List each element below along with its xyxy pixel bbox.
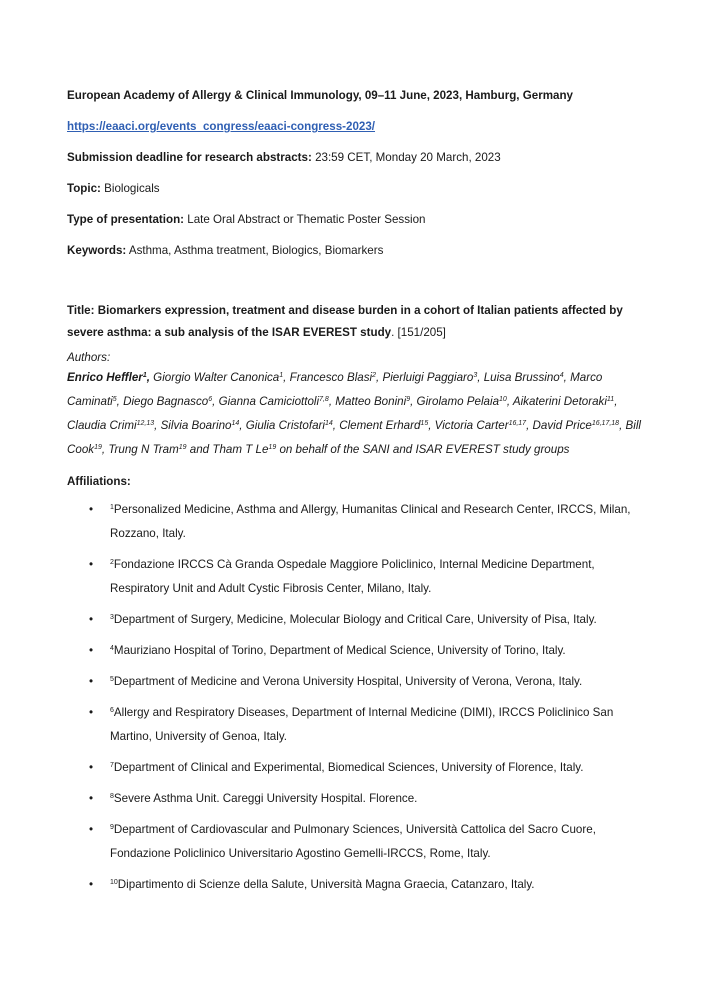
bullet-icon: • xyxy=(89,823,94,836)
affiliation-item xyxy=(67,639,647,663)
affiliation-item xyxy=(67,873,647,897)
author-name: Pierluigi Paggiaro xyxy=(382,371,474,384)
bullet-icon: • xyxy=(89,558,94,571)
keywords-value: Asthma, Asthma treatment, Biologics, Biomarkers xyxy=(126,244,384,257)
affiliation-number: 6 xyxy=(110,707,114,714)
author-name: Bill Cook xyxy=(67,419,641,456)
author-affiliation-ref: 6 xyxy=(208,396,213,403)
topic-value: Biologicals xyxy=(100,182,160,195)
affiliation-number: 7 xyxy=(110,762,114,769)
author-name: David Price xyxy=(532,419,592,432)
author-affiliation-ref: 12,13 xyxy=(136,420,155,427)
bullet-icon: • xyxy=(89,792,94,805)
author-name: Aikaterini Detoraki xyxy=(512,395,607,408)
deadline-label: Submission deadline for research abstracts: xyxy=(67,151,312,164)
affiliation-number: 9 xyxy=(110,824,114,831)
author-affiliation-ref: 4 xyxy=(559,372,564,379)
affiliation-item xyxy=(67,670,647,694)
author-list: Enrico Heffler$^1$, Giorgio Walter Canonica$^1$, Francesco Blasi$^2$, Pierluigi Paggiaro$^3$, Luisa Brussino$^4$, Marco Caminati$^5$, Diego Bagnasco$^6$, Gianna Camiciottoli$^{7,8}$, Matteo Bonini$^9$, Girolamo Pelaia$^{10}$, Aikaterini Detoraki$^{11}$, Claudia Crimi$^{12,13}$, Silvia Boarino$^{14}$, Giulia Cristofari$^{14}$, Clement Erhard$^{15}$, Victoria Carter$^{16,17}$, David Price$^{16,17,18}$, Bill Cook$^{19}$, Trung N Tram$^{19}$ and Tham T Le$^{19}$ on behalf of the SANI and ISAR EVEREST study groups xyxy=(67,371,641,456)
author-affiliation-ref: 16,17 xyxy=(508,420,527,427)
affiliation-number: 10 xyxy=(110,879,118,886)
conference-link[interactable]: https://eaaci.org/events_congress/eaaci-congress-2023/ xyxy=(67,120,376,133)
author-affiliation-ref: 14 xyxy=(324,420,333,427)
author-affiliation-ref: 7,8 xyxy=(319,396,329,403)
author-affiliation-ref: 1 xyxy=(279,372,284,379)
affiliation-number: 1 xyxy=(110,504,114,511)
affiliation-item xyxy=(67,756,647,780)
bullet-icon: • xyxy=(89,503,94,516)
author-affiliation-ref: 2 xyxy=(372,372,377,379)
affiliation-number: 4 xyxy=(110,645,114,652)
author-name: Tham T Le xyxy=(212,443,269,456)
bullet-icon: • xyxy=(89,644,94,657)
authors-section xyxy=(67,350,647,462)
affiliation-number: 2 xyxy=(110,559,114,566)
conference-url-line xyxy=(67,115,647,139)
presentation-value: Late Oral Abstract or Thematic Poster Session xyxy=(184,213,426,226)
author-affiliation-ref: 3 xyxy=(473,372,478,379)
affiliation-text: Allergy and Respiratory Diseases, Department of Internal Medicine (DIMI), IRCCS Policlinico San Martino, University of Genoa, Italy. xyxy=(110,706,614,743)
author-affiliation-ref: 19 xyxy=(94,444,102,451)
affiliation-text: Mauriziano Hospital of Torino, Department of Medical Science, University of Torino, Italy. xyxy=(113,644,566,657)
author-affiliation-ref: 1 xyxy=(142,372,147,379)
author-name: Trung N Tram xyxy=(108,443,179,456)
bullet-icon: • xyxy=(89,613,94,626)
topic-label: Topic: xyxy=(67,182,101,195)
abstract-title xyxy=(67,300,647,344)
affiliation-text: Severe Asthma Unit. Careggi University Hospital. Florence. xyxy=(113,792,418,805)
author-affiliation-ref: 10 xyxy=(499,396,507,403)
keywords-line xyxy=(67,239,647,263)
author-conjunction: and xyxy=(186,443,213,456)
affiliation-number: 3 xyxy=(110,614,114,621)
author-name: Marco Caminati xyxy=(67,371,603,408)
affiliation-item xyxy=(67,787,647,811)
deadline-value: 23:59 CET, Monday 20 March, 2023 xyxy=(311,151,501,164)
author-name: Matteo Bonini xyxy=(335,395,407,408)
bullet-icon: • xyxy=(89,878,94,891)
affiliation-text: Department of Clinical and Experimental, Biomedical Sciences, University of Florence, Italy. xyxy=(113,761,584,774)
author-group-note: on behalf of the SANI and ISAR EVEREST study groups xyxy=(276,443,570,456)
affiliation-number: 5 xyxy=(110,676,114,683)
affiliation-number: 8 xyxy=(110,793,114,800)
affiliations-heading: Affiliations: xyxy=(67,475,131,488)
author-name: Giulia Cristofari xyxy=(245,419,325,432)
author-affiliation-ref: 15 xyxy=(420,420,429,427)
affiliation-text: Department of Cardiovascular and Pulmonary Sciences, Università Cattolica del Sacro Cuore, Fondazione Policlinico Universitario Agostino Gemelli-IRCCS, Rome, Italy. xyxy=(110,823,596,860)
author-affiliation-ref: 9 xyxy=(406,396,411,403)
affiliation-item xyxy=(67,818,647,866)
affiliation-text: Department of Surgery, Medicine, Molecular Biology and Critical Care, University of Pisa, Italy. xyxy=(113,613,597,626)
author-name: Silvia Boarino xyxy=(160,419,232,432)
author-affiliation-ref: 19 xyxy=(268,444,277,451)
word-count: . [151/205] xyxy=(391,326,446,339)
author-name: Luisa Brussino xyxy=(483,371,560,384)
author-name: Victoria Carter xyxy=(434,419,509,432)
bullet-icon: • xyxy=(89,761,94,774)
affiliation-text: Department of Medicine and Verona University Hospital, University of Verona, Verona, Italy. xyxy=(113,675,583,688)
authors-heading: Authors: xyxy=(67,351,111,364)
document-page xyxy=(67,84,647,904)
author-name: Gianna Camiciottoli xyxy=(218,395,320,408)
bullet-icon: • xyxy=(89,706,94,719)
affiliation-item xyxy=(67,701,647,749)
affiliation-text: Personalized Medicine, Asthma and Allergy, Humanitas Clinical and Research Center, IRCCS, Milan, Rozzano, Italy. xyxy=(110,503,631,540)
author-affiliation-ref: 16,17,18 xyxy=(591,420,620,427)
author-name: Francesco Blasi xyxy=(289,371,373,384)
author-name: Giorgio Walter Canonica xyxy=(153,371,280,384)
author-affiliation-ref: 19 xyxy=(178,444,187,451)
presentation-label: Type of presentation: xyxy=(67,213,185,226)
affiliation-item xyxy=(67,553,647,601)
author-name: Diego Bagnasco xyxy=(123,395,209,408)
abstract-title-text: Title: Biomarkers expression, treatment and disease burden in a cohort of Italian patients affected by severe asthma: a sub analysis of the ISAR EVEREST study xyxy=(67,304,623,339)
presentation-line xyxy=(67,208,647,232)
conference-heading: European Academy of Allergy & Clinical Immunology, 09–11 June, 2023, Hamburg, Germany xyxy=(67,89,573,102)
author-affiliation-ref: 5 xyxy=(112,396,117,403)
deadline-line xyxy=(67,146,647,170)
author-affiliation-ref: 11 xyxy=(606,396,615,403)
affiliation-item xyxy=(67,608,647,632)
affiliation-item xyxy=(67,498,647,546)
affiliation-list xyxy=(67,498,647,897)
affiliation-text: Fondazione IRCCS Cà Granda Ospedale Maggiore Policlinico, Internal Medicine Department, Respiratory Unit and Adult Cystic Fibrosis Center, Milano, Italy. xyxy=(110,558,595,595)
author-affiliation-ref: 14 xyxy=(231,420,240,427)
keywords-label: Keywords: xyxy=(67,244,127,257)
author-name: Girolamo Pelaia xyxy=(416,395,500,408)
author-name: Claudia Crimi xyxy=(67,419,137,432)
author-name: Enrico Heffler xyxy=(67,371,143,384)
topic-line xyxy=(67,177,647,201)
bullet-icon: • xyxy=(89,675,94,688)
affiliation-text: Dipartimento di Scienze della Salute, Università Magna Graecia, Catanzaro, Italy. xyxy=(117,878,535,891)
author-name: Clement Erhard xyxy=(339,419,421,432)
